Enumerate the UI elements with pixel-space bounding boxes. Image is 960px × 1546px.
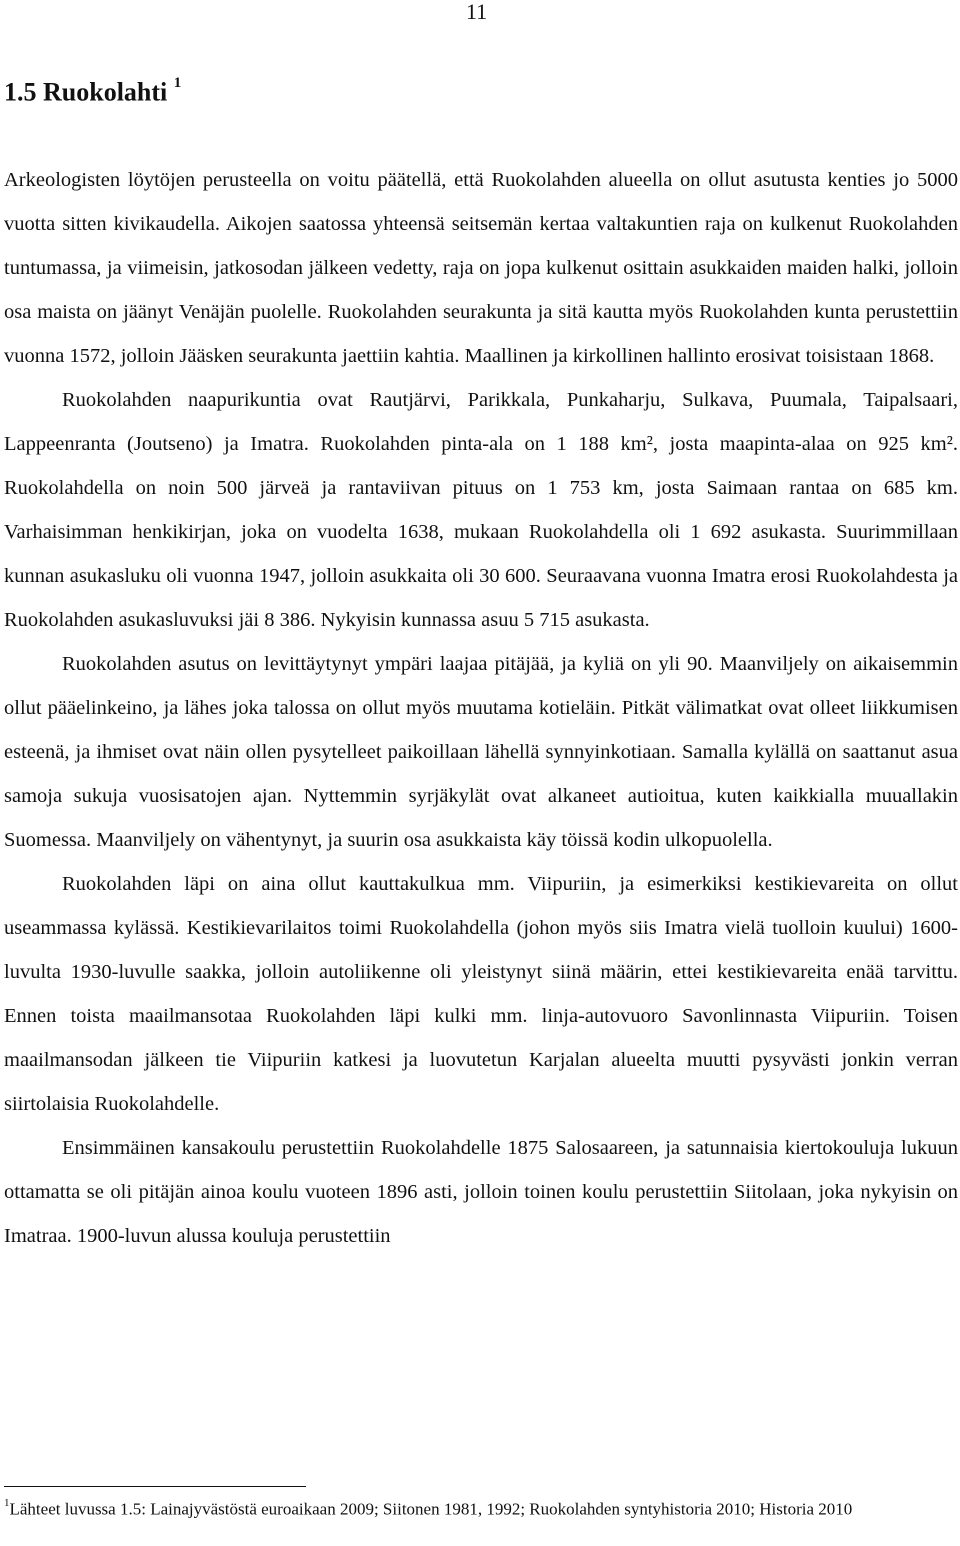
paragraph-history: Arkeologisten löytöjen perusteella on voitu päätellä, että Ruokolahden alueella on ollut asutusta kenties jo 5000 vuotta sitten kivikaudella. Aikojen saatossa yhteensä seitsemän kertaa valtakuntien raja on kulkenut Ruokolahden tuntumassa, ja viimeisin, jatkosodan jälkeen vedetty, raja on jopa kulkenut osittain asukkaiden maiden halki, jolloin osa maista on jäänyt Venäjän puolelle. Ruokolahden seurakunta ja sitä kautta myös Ruokolahden kunta perustettiin vuonna 1572, jolloin Jääsken seurakunta jaettiin kahtia. Maallinen ja kirkollinen hallinto erosivat toisistaan 1868. (4, 169, 958, 367)
footnote-text: Lähteet luvussa 1.5: Lainajyvästöstä euroaikaan 2009; Siitonen 1981, 1992; Ruokolahden syntyhistoria 2010; Historia 2010 (9, 1499, 853, 1519)
section-title: 1.5 Ruokolahti (4, 77, 168, 107)
footnote-reference: 1 (173, 75, 182, 91)
paragraph-transport: Ruokolahden läpi on aina ollut kauttakulkua mm. Viipuriin, ja esimerkiksi kestikievareita on ollut useammassa kylässä. Kestikievarilaitos toimi Ruokolahdella (johon myös siis Imatra vielä tuolloin kuului) 1600-luvulta 1930-luvulle saakka, jolloin autoliikenne oli yleistynyt siinä määrin, ettei kestikievareita enää tarvittu. Ennen toista maailmansotaa Ruokolahden läpi kulki mm. linja-autovuoro Savonlinnasta Viipuriin. Toisen maailmansodan jälkeen tie Viipuriin katkesi ja luovutetun Karjalan alueelta muutti pysyvästi jonkin verran siirtolaisia Ruokolahdelle. (4, 873, 958, 1115)
footnote-divider (4, 1486, 306, 1487)
body-text (4, 158, 958, 1258)
footnote-marker: 1 (4, 1497, 10, 1509)
section-heading (4, 70, 181, 110)
page-number: 11 (466, 0, 488, 24)
paragraph-schools: Ensimmäinen kansakoulu perustettiin Ruokolahdelle 1875 Salosaareen, ja satunnaisia kiertokouluja lukuun ottamatta se oli pitäjän ainoa koulu vuoteen 1896 asti, jolloin toinen koulu perustettiin Siitolaan, joka nykyisin on Imatraa. 1900-luvun alussa kouluja perustettiin (4, 1137, 958, 1247)
paragraph-geography: Ruokolahden naapurikuntia ovat Rautjärvi, Parikkala, Punkaharju, Sulkava, Puumala, Taipalsaari, Lappeenranta (Joutseno) ja Imatra. Ruokolahden pinta-ala on 1 188 km², josta maapinta-alaa on 925 km². Ruokolahdella on noin 500 järveä ja rantaviivan pituus on 1 753 km, josta Saimaan rantaa on 685 km. Varhaisimman henkikirjan, joka on vuodelta 1638, mukaan Ruokolahdella oli 1 692 asukasta. Suurimmillaan kunnan asukasluku oli vuonna 1947, jolloin asukkaita oli 30 600. Seuraavana vuonna Imatra erosi Ruokolahdesta ja Ruokolahden asukasluvuksi jäi 8 386. Nykyisin kunnassa asuu 5 715 asukasta. (4, 389, 958, 631)
footnote (4, 1493, 958, 1522)
paragraph-settlement: Ruokolahden asutus on levittäytynyt ympäri laajaa pitäjää, ja kyliä on yli 90. Maanviljely on aikaisemmin ollut pääelinkeino, ja lähes joka talossa on ollut myös muutama kotieläin. Pitkät välimatkat ovat olleet liikkumisen esteenä, ja ihmiset ovat näin ollen pysytelleet paikoillaan lähellä synnyinkotiaan. Samalla kylällä on saattanut asua samoja sukuja vuosisatojen ajan. Nyttemmin syrjäkylät ovat alkaneet autioitua, kuten kaikkialla muuallakin Suomessa. Maanviljely on vähentynyt, ja suurin osa asukkaista käy töissä kodin ulkopuolella. (4, 653, 958, 851)
